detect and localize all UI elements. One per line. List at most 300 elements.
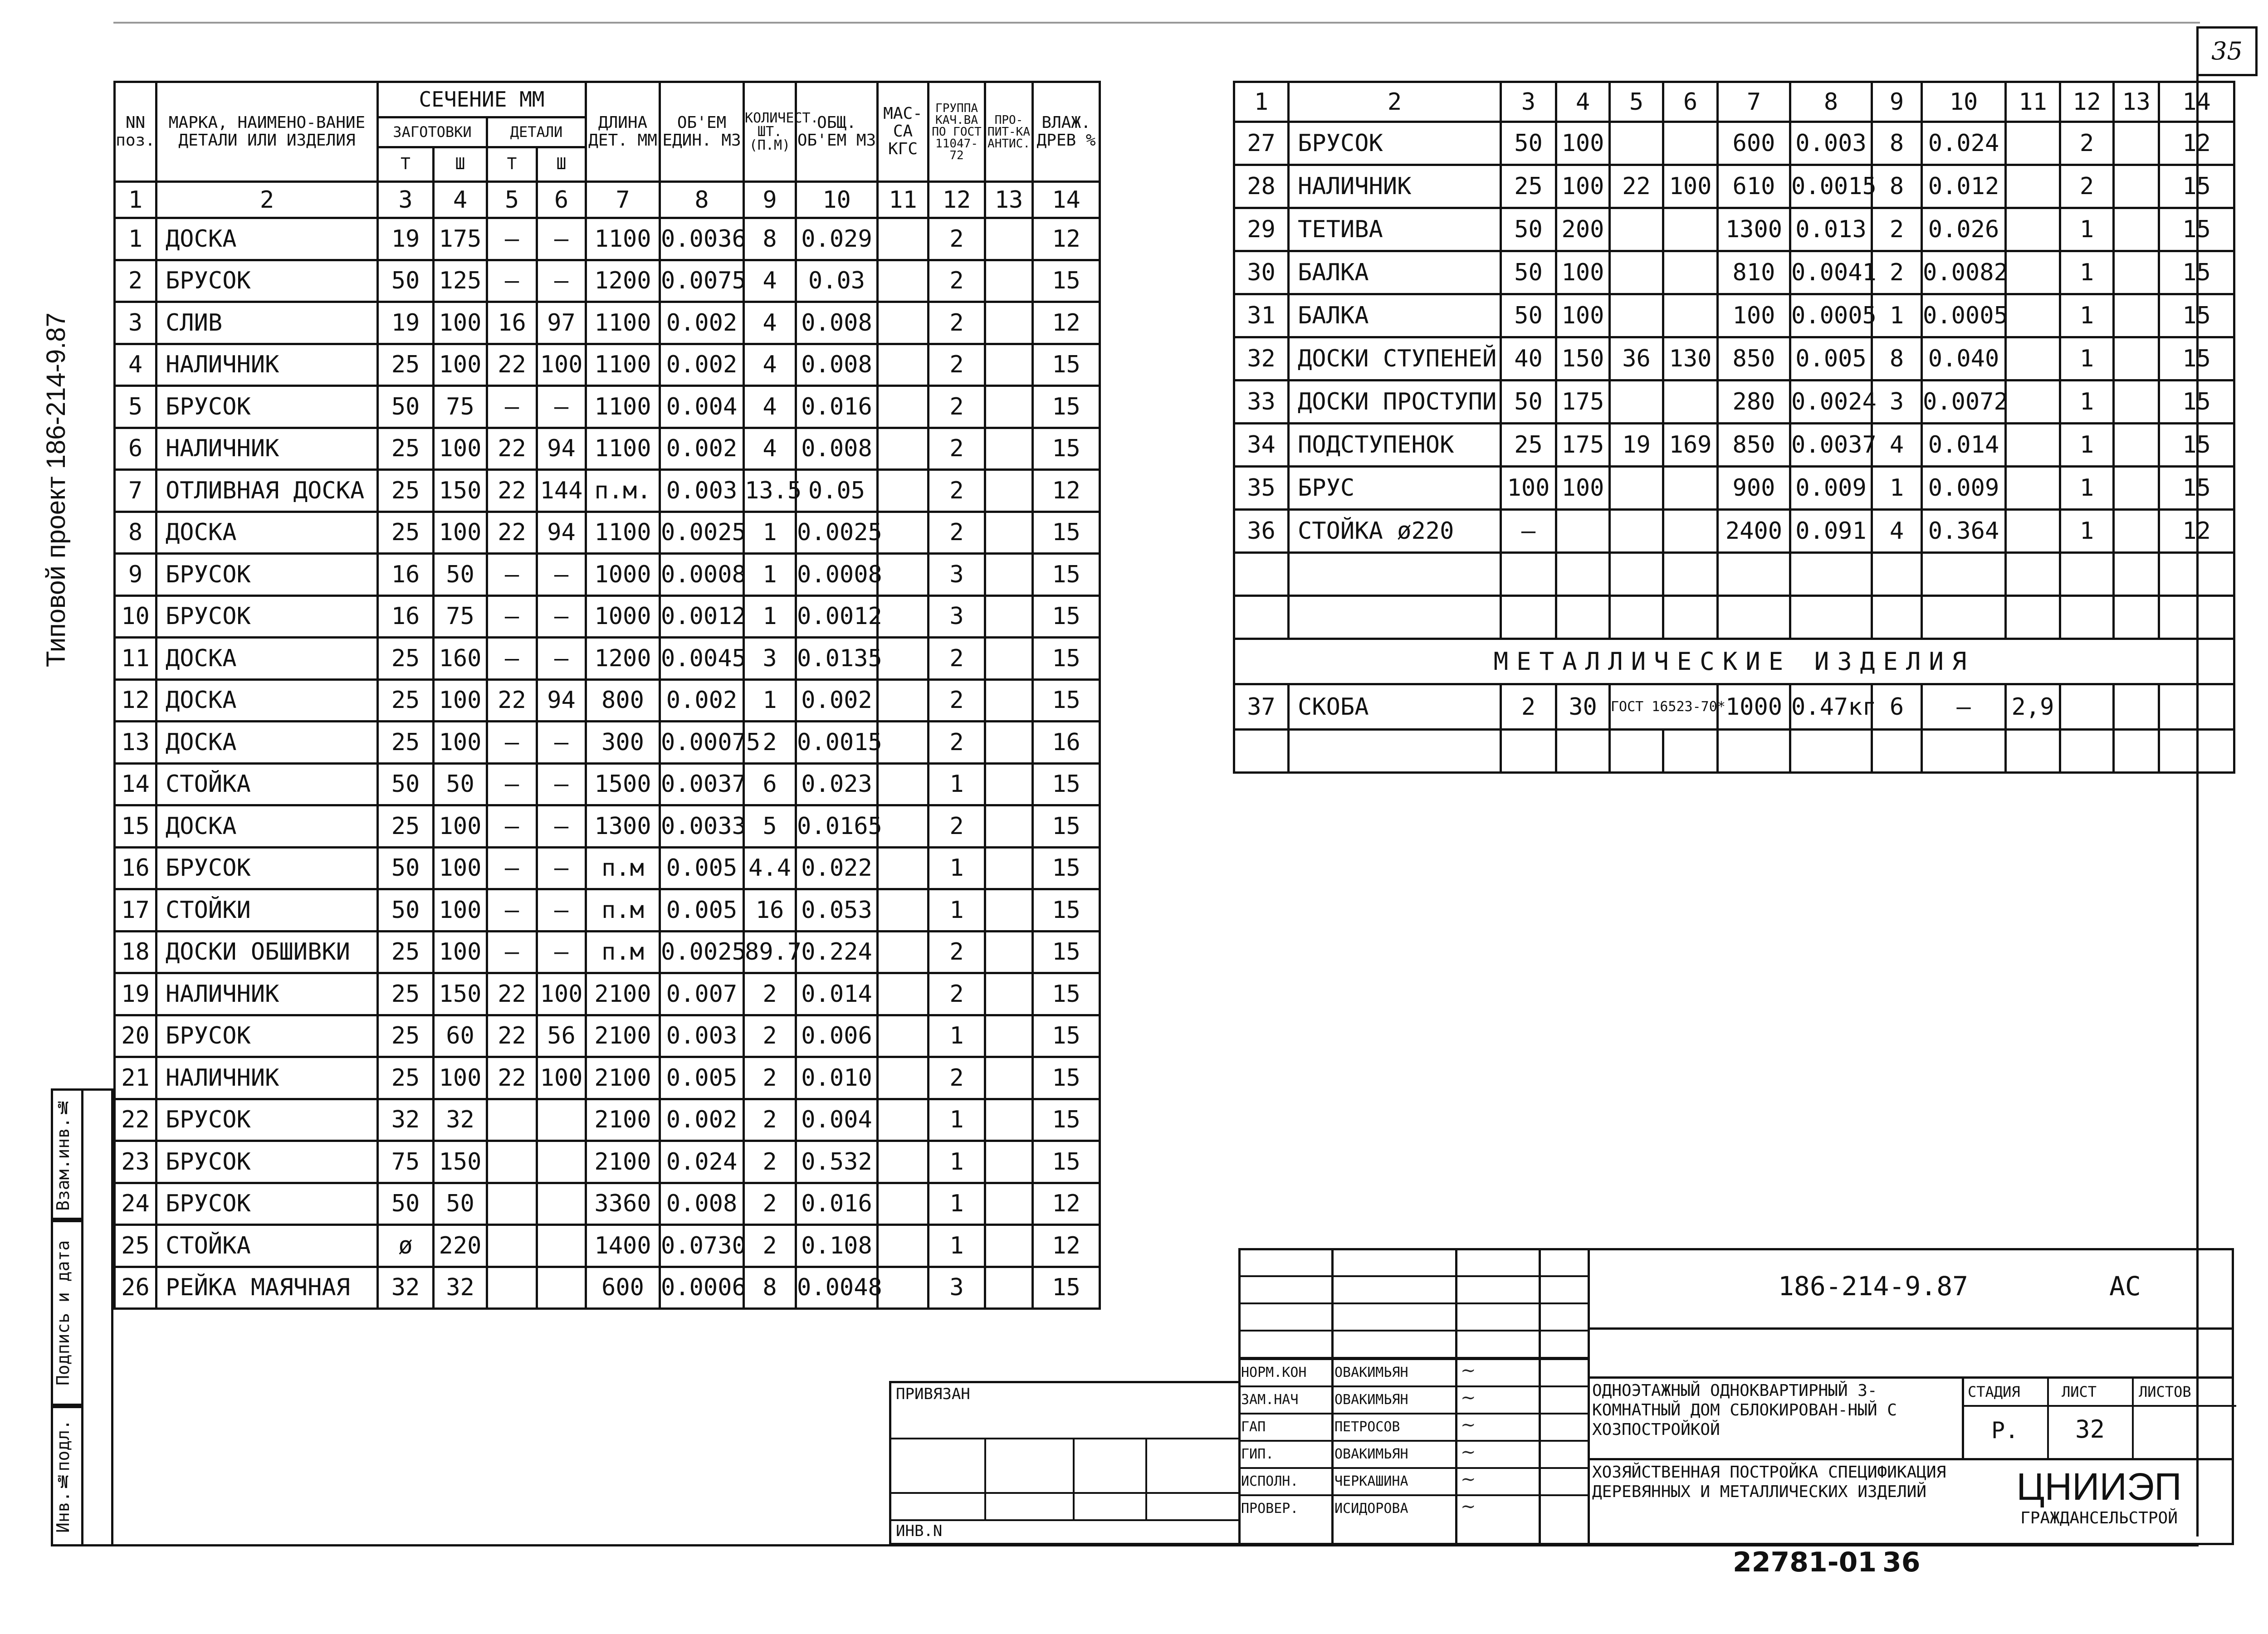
table-cell: 100 [434,302,487,344]
empty-cell [1663,553,1718,596]
table-cell: 15 [1033,847,1100,889]
code-area [1588,1248,2234,1330]
table-cell [2114,208,2159,251]
table-cell: 2 [929,428,985,470]
project-title-text: ОДНОЭТАЖНЫЙ ОДНОКВАРТИРНЫЙ 3-КОМНАТНЫЙ ДОМ СБЛОКИРОВАН-НЫЙ С ХОЗПОСТРОЙКОЙ [1592,1381,1897,1439]
table-cell: 50 [378,763,434,805]
table-cell [985,512,1033,554]
table-cell: БРУСОК [156,1099,378,1141]
table-cell: 15 [115,805,156,848]
table-cell: БАЛКА [1289,294,1501,337]
table-cell: п.м [586,931,660,973]
table-cell: 0.002 [660,428,744,470]
table-cell: БРУСОК [156,1015,378,1057]
table-cell: 15 [1033,763,1100,805]
table-row [1234,208,2234,251]
empty-cell [1556,730,1610,773]
table-cell [985,470,1033,512]
hdr-detail: ДЕТАЛИ [487,117,586,147]
stage-grid [1962,1379,2234,1460]
table-cell: 1 [2060,424,2114,467]
left-spec-table [113,81,1101,1310]
table-cell [878,470,929,512]
side-caption [41,218,82,762]
empty-cell [1501,596,1556,639]
table-cell [1610,251,1663,294]
table-cell: НАЛИЧНИК [1289,165,1501,208]
table-cell: 2 [929,470,985,512]
table-cell [2006,251,2060,294]
table-cell: 15 [1033,554,1100,596]
table-cell: 0.004 [660,386,744,428]
table-cell: 0.009 [1922,467,2006,510]
table-cell: 28 [1234,165,1289,208]
table-cell [1663,251,1718,294]
table-cell: 15 [1033,386,1100,428]
table-cell: БРУСОК [156,1183,378,1225]
table-cell: 75 [434,595,487,638]
table-cell: 50 [378,260,434,302]
table-cell: — [537,554,586,596]
table-row [115,218,1100,260]
col-number: 9 [744,182,796,218]
metal-cell [2159,684,2234,730]
signature-icon: ~ [1461,1442,1476,1463]
table-cell: 0.0072 [1922,380,2006,424]
table-cell: 50 [378,386,434,428]
table-cell: 100 [1556,294,1610,337]
role-label: НОРМ.КОН [1241,1365,1307,1380]
hdr-total-volume: ОБЩ. ОБ'ЕМ М3 [796,82,878,182]
table-cell: 0.024 [1922,122,2006,165]
table-row [115,1183,1100,1225]
table-cell: 1 [2060,510,2114,553]
table-cell: 0.014 [1922,424,2006,467]
table-cell: 1 [744,512,796,554]
col-number: 10 [796,182,878,218]
table-cell: 16 [487,302,537,344]
table-cell: 3 [929,554,985,596]
table-cell: 900 [1718,467,1790,510]
empty-cell [1663,596,1718,639]
table-cell: 100 [1556,467,1610,510]
table-cell: — [487,595,537,638]
table-cell: — [537,763,586,805]
table-cell: 0.0082 [1922,251,2006,294]
table-cell: 1500 [586,763,660,805]
table-cell: 15 [1033,973,1100,1015]
table-cell: 100 [1556,165,1610,208]
table-cell: ДОСКА [156,722,378,764]
table-cell [985,1015,1033,1057]
table-cell: ДОСКИ СТУПЕНЕЙ [1289,337,1501,380]
role-name: ОВАКИМЬЯН [1334,1392,1408,1408]
col-number: 6 [537,182,586,218]
table-cell: ПОДСТУПЕНОК [1289,424,1501,467]
doc-mark: АС [2109,1271,2141,1302]
table-cell: 0.005 [660,1057,744,1099]
table-cell [1663,510,1718,553]
table-cell [878,1141,929,1183]
table-cell: 0.014 [796,973,878,1015]
table-cell: 50 [1501,122,1556,165]
table-cell: 0.0730 [660,1225,744,1267]
table-cell: 0.091 [1790,510,1872,553]
table-cell: 1 [2060,380,2114,424]
doc-code: 186-214-9.87 [1778,1271,1969,1302]
side-caption-text: Типовой проект 186-214-9.87 [41,312,71,667]
table-cell: 1 [744,595,796,638]
col-number: 7 [586,182,660,218]
table-cell [2114,251,2159,294]
empty-row [1234,596,2234,639]
table-cell: 22 [487,428,537,470]
table-cell: 0.040 [1922,337,2006,380]
table-cell: — [487,722,537,764]
frame-top-line [113,22,2200,24]
table-cell: 5 [115,386,156,428]
role-name: ИСИДОРОВА [1334,1501,1408,1517]
table-cell: 15 [1033,344,1100,386]
table-cell: 35 [1234,467,1289,510]
org-block [1964,1465,2234,1542]
col-number: 12 [2060,82,2114,122]
table-cell: 0.0024 [1790,380,1872,424]
empty-cell [1610,730,1663,773]
table-cell: 32 [378,1099,434,1141]
table-cell [985,386,1033,428]
privyazan-block [889,1381,1238,1545]
table-cell: 13.5 [744,470,796,512]
table-cell: РЕЙКА МАЯЧНАЯ [156,1267,378,1309]
table-cell: 0.05 [796,470,878,512]
table-cell: 27 [1234,122,1289,165]
table-cell: 3 [929,595,985,638]
table-cell: ДОСКА [156,805,378,848]
metal-cell: СКОБА [1289,684,1501,730]
table-row [115,595,1100,638]
table-cell: СЛИВ [156,302,378,344]
table-cell: 0.0005 [1790,294,1872,337]
table-cell: 200 [1556,208,1610,251]
table-cell: 12 [1033,470,1100,512]
table-cell: 1100 [586,218,660,260]
table-cell: 0.007 [660,973,744,1015]
table-cell: 2100 [586,1099,660,1141]
table-cell: 10 [115,595,156,638]
table-cell [878,805,929,848]
sheet-number: 35 [2211,37,2243,65]
table-cell [878,722,929,764]
table-row [115,260,1100,302]
table-cell: 19 [115,973,156,1015]
hdr-name: МАРКА, НАИМЕНО-ВАНИЕ ДЕТАЛИ ИЛИ ИЗДЕЛИЯ [156,82,378,182]
table-cell: 25 [378,638,434,680]
sheets-label: ЛИСТОВ [2139,1383,2191,1400]
table-cell: 1200 [586,638,660,680]
table-cell: 8 [1872,122,1922,165]
table-cell: 1000 [586,554,660,596]
table-cell: 16 [378,554,434,596]
table-cell: 100 [434,805,487,848]
table-cell: 50 [378,847,434,889]
table-cell: 12 [115,679,156,722]
table-cell: 4 [744,344,796,386]
table-cell: 100 [434,1057,487,1099]
table-row [115,973,1100,1015]
table-cell: 14 [115,763,156,805]
table-cell: — [537,260,586,302]
metal-cell [2114,684,2159,730]
table-cell [985,973,1033,1015]
role-label: ГАП [1241,1419,1266,1435]
table-cell: 0.0033 [660,805,744,848]
sheet-value: 32 [2075,1415,2105,1444]
table-cell: 4 [744,386,796,428]
table-cell: 36 [1234,510,1289,553]
hdr-t2: Т [487,147,537,182]
col-number: 8 [660,182,744,218]
table-cell [985,1225,1033,1267]
table-cell: 15 [2159,424,2234,467]
table-cell: 12 [1033,1225,1100,1267]
table-cell: СТОЙКИ [156,889,378,932]
table-cell: 0.006 [796,1015,878,1057]
table-row [115,1015,1100,1057]
table-cell: 0.0041 [1790,251,1872,294]
bottom-page: 36 [1882,1546,1921,1578]
role-name: ОВАКИМЬЯН [1334,1365,1408,1380]
table-cell [985,679,1033,722]
table-cell: 1 [929,763,985,805]
table-row [1234,337,2234,380]
table-cell: 32 [1234,337,1289,380]
table-row [115,1099,1100,1141]
table-cell: БРУСОК [156,1141,378,1183]
table-cell: 7 [115,470,156,512]
table-cell: 15 [1033,428,1100,470]
table-cell: 15 [1033,931,1100,973]
table-cell: 2 [2060,122,2114,165]
table-cell [2006,467,2060,510]
table-cell: 11 [115,638,156,680]
table-cell: 169 [1663,424,1718,467]
table-cell: 33 [1234,380,1289,424]
col-number: 1 [1234,82,1289,122]
col-number: 12 [929,182,985,218]
table-row [115,931,1100,973]
table-cell: БРУСОК [156,386,378,428]
empty-cell [1610,553,1663,596]
table-cell: 0.0005 [1922,294,2006,337]
table-cell: 15 [1033,638,1100,680]
table-cell [1556,510,1610,553]
empty-cell [2114,596,2159,639]
table-cell: 280 [1718,380,1790,424]
table-cell: 1100 [586,512,660,554]
metal-cell: 2 [1501,684,1556,730]
table-cell [878,260,929,302]
table-cell: 100 [537,1057,586,1099]
table-cell: 1 [1872,467,1922,510]
table-cell: 175 [1556,424,1610,467]
table-cell: 2 [929,931,985,973]
col-number: 8 [1790,82,1872,122]
metal-cell: 30 [1556,684,1610,730]
role-row [1238,1494,1590,1522]
table-cell: 25 [115,1225,156,1267]
right-col-numbers [1234,82,2234,122]
table-cell: ø [378,1225,434,1267]
table-cell: 22 [487,344,537,386]
empty-cell [2060,596,2114,639]
table-cell [487,1225,537,1267]
table-cell: 2 [744,1015,796,1057]
table-cell: 2100 [586,973,660,1015]
table-cell: 3360 [586,1183,660,1225]
table-cell: ДОСКА [156,512,378,554]
table-cell: 4 [744,428,796,470]
table-cell: 0.0015 [796,722,878,764]
table-row [115,386,1100,428]
table-cell: — [487,763,537,805]
hdr-moisture: ВЛАЖ. ДРЕВ % [1033,82,1100,182]
table-cell: 610 [1718,165,1790,208]
table-cell: 1000 [586,595,660,638]
table-cell: 23 [115,1141,156,1183]
col-number: 14 [1033,182,1100,218]
table-cell: 0.0006 [660,1267,744,1309]
metal-cell: 37 [1234,684,1289,730]
table-cell: 16 [115,847,156,889]
table-cell [985,1267,1033,1309]
table-cell: 0.0025 [660,931,744,973]
table-cell [537,1267,586,1309]
table-cell: 0.003 [1790,122,1872,165]
table-cell [2114,424,2159,467]
table-cell: 0.016 [796,1183,878,1225]
metal-cell: ГОСТ 16523-70* [1610,684,1718,730]
sheet-title-text: ХОЗЯЙСТВЕННАЯ ПОСТРОЙКА СПЕЦИФИКАЦИЯ ДЕРЕВЯННЫХ И МЕТАЛЛИЧЕСКИХ ИЗДЕЛИЙ [1592,1463,1946,1502]
table-cell: 150 [434,1141,487,1183]
metal-title-row [1234,639,2234,684]
table-cell [878,554,929,596]
table-cell: 25 [378,428,434,470]
table-cell: 100 [434,847,487,889]
table-cell: 8 [744,1267,796,1309]
table-cell [2006,165,2060,208]
code-divider [1588,1330,2234,1379]
table-cell: 2 [744,1225,796,1267]
table-cell: 0.108 [796,1225,878,1267]
table-cell [878,302,929,344]
table-cell: 100 [434,889,487,932]
table-cell: 2100 [586,1057,660,1099]
table-cell [1610,122,1663,165]
table-cell: — [537,931,586,973]
table-cell [487,1099,537,1141]
table-cell: 12 [1033,218,1100,260]
table-cell: ОТЛИВНАЯ ДОСКА [156,470,378,512]
hdr-count: КОЛИЧЕСТ. ШТ. (П.М) [744,82,796,182]
role-label: ПРОВЕР. [1241,1501,1299,1517]
table-cell: 3 [1872,380,1922,424]
table-cell [985,260,1033,302]
table-cell: 94 [537,428,586,470]
table-cell: — [537,218,586,260]
table-cell: 0.0045 [660,638,744,680]
table-cell: 15 [1033,512,1100,554]
table-cell: 160 [434,638,487,680]
table-cell: СТОЙКА [156,763,378,805]
table-cell: НАЛИЧНИК [156,344,378,386]
table-cell: 0.005 [660,847,744,889]
table-cell: 15 [1033,1015,1100,1057]
table-cell: 29 [1234,208,1289,251]
table-cell: 15 [1033,1267,1100,1309]
metal-cell: – [1922,684,2006,730]
table-cell: 15 [1033,679,1100,722]
table-cell: 100 [1556,122,1610,165]
col-number: 13 [2114,82,2159,122]
table-cell: 1 [744,679,796,722]
table-cell: — [487,847,537,889]
table-cell: 12 [1033,302,1100,344]
table-cell [878,218,929,260]
table-cell: НАЛИЧНИК [156,1057,378,1099]
table-cell: 3 [929,1267,985,1309]
table-cell: п.м. [586,470,660,512]
table-cell: 1300 [586,805,660,848]
table-cell: — [487,931,537,973]
table-cell: 2100 [586,1141,660,1183]
col-number: 9 [1872,82,1922,122]
table-cell: 0.004 [796,1099,878,1141]
table-cell [985,763,1033,805]
role-row [1238,1413,1590,1440]
table-cell: 0.364 [1922,510,2006,553]
table-cell: 0.005 [660,889,744,932]
table-cell: 15 [1033,805,1100,848]
table-cell: 100 [1501,467,1556,510]
table-cell: 2 [744,1099,796,1141]
role-row [1238,1440,1590,1467]
table-cell [985,889,1033,932]
table-cell: 0.013 [1790,208,1872,251]
table-cell: 1100 [586,344,660,386]
table-cell: 150 [434,973,487,1015]
signature-icon: ~ [1461,1387,1476,1408]
table-cell: 2100 [586,1015,660,1057]
table-cell [878,428,929,470]
table-row [115,428,1100,470]
table-cell: 100 [537,344,586,386]
hdr-volume: ОБ'ЕМ ЕДИН. М3 [660,82,744,182]
table-row [115,554,1100,596]
empty-cell [1718,730,1790,773]
table-cell: 2 [929,218,985,260]
table-cell: 15 [1033,595,1100,638]
table-cell: 100 [537,973,586,1015]
table-cell: 0.012 [1922,165,2006,208]
table-cell: 0.022 [796,847,878,889]
table-cell: 32 [434,1099,487,1141]
table-cell: 1 [2060,251,2114,294]
table-cell [878,1057,929,1099]
table-cell: 8 [1872,337,1922,380]
empty-cell [2006,730,2060,773]
table-cell: — [487,889,537,932]
